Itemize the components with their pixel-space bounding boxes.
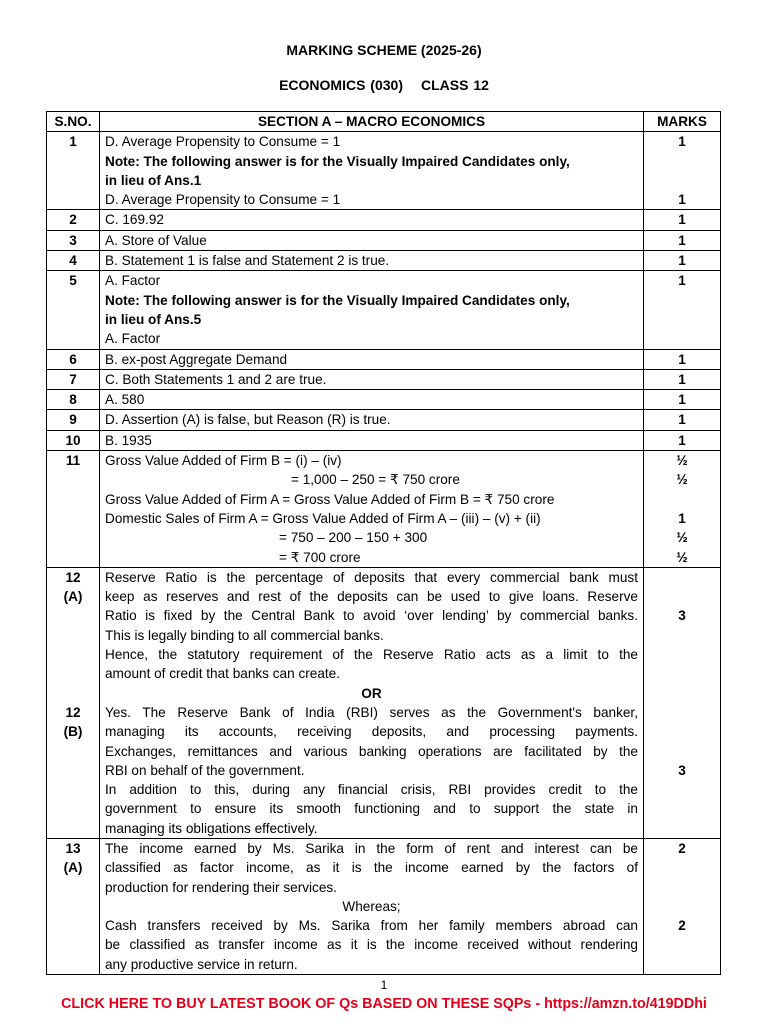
mark: ½	[676, 530, 688, 546]
note-line: Note: The following answer is for the Visually Impaired Candidates only,	[105, 292, 570, 308]
whereas-line: Whereas;	[342, 898, 401, 914]
answer-cell: D. Assertion (A) is false, but Reason (R) is true.	[100, 410, 644, 430]
table-row-8	[47, 390, 721, 410]
answer-line: Gross Value Added of Firm A = Gross Value Added of Firm B = ₹ 750 crore	[105, 491, 555, 507]
answer-line: managing its accounts, receiving deposits, and processing payments.	[105, 724, 638, 740]
sno-number: 12	[65, 569, 81, 585]
marks-cell: 1	[644, 271, 721, 349]
sno-cell: 7	[47, 369, 100, 389]
marks-cell: 1	[644, 430, 721, 450]
answer-line: classified as factor income, as it is the income earned by the factors of	[105, 860, 638, 876]
answer-line: any productive service in return.	[105, 956, 298, 972]
answer-cell: C. Both Statements 1 and 2 are true.	[100, 369, 644, 389]
table-row-12	[47, 567, 721, 838]
marks-cell	[644, 451, 721, 568]
answer-line: government to ensure its smooth functioning and to support the state in	[105, 801, 638, 817]
sno-cell: 5	[47, 271, 100, 349]
sno-cell	[47, 838, 100, 974]
answer-line: = 750 – 200 – 150 + 300	[279, 530, 428, 546]
answer-line: Cash transfers received by Ms. Sarika from her family members abroad can	[105, 918, 638, 934]
answer-line: In addition to this, during any financial crisis, RBI provides credit to the	[105, 782, 638, 798]
note-line: Note: The following answer is for the Visually Impaired Candidates only,	[105, 153, 570, 169]
page-number: 1	[380, 978, 388, 992]
answer-cell: B. ex-post Aggregate Demand	[100, 349, 644, 369]
sno-cell	[47, 567, 100, 838]
marks-cell	[644, 132, 721, 210]
marks-cell: 1	[644, 390, 721, 410]
sno-cell: 4	[47, 251, 100, 271]
marks-cell: 1	[644, 210, 721, 230]
answer-cell	[100, 132, 644, 210]
answer-line: Ratio is fixed by the Central Bank to avoid ‘over lending’ by commercial banks.	[105, 608, 638, 624]
table-row-2	[47, 210, 721, 230]
answer-line: The income earned by Ms. Sarika in the form of rent and interest can be	[105, 840, 638, 856]
marks-cell: 1	[644, 251, 721, 271]
answer-line: Hence, the statutory requirement of the Reserve Ratio acts as a limit to the	[105, 647, 638, 663]
answer-line: Domestic Sales of Firm A = Gross Value Added of Firm A – (iii) – (v) + (ii)	[105, 510, 541, 526]
sno-label: (A)	[63, 860, 83, 876]
table-row-1	[47, 132, 721, 210]
answer-cell: A. Store of Value	[100, 230, 644, 250]
marks-cell	[644, 567, 721, 838]
answer-cell	[100, 567, 644, 838]
marks-cell: 1	[644, 369, 721, 389]
document-subtitle	[0, 77, 768, 93]
answer-cell: A. 580	[100, 390, 644, 410]
answer-line: be classified as transfer income as it is the income received without rendering	[105, 937, 638, 953]
sno-label: (A)	[63, 589, 83, 605]
answer-line: amount of credit that banks can create.	[105, 666, 341, 682]
answer-line: = ₹ 700 crore	[279, 549, 361, 565]
promo-link[interactable]: CLICK HERE TO BUY LATEST BOOK OF Qs BASED ON THESE SQPs - https://amzn.to/419DDhi	[61, 996, 707, 1012]
header-section: SECTION A – MACRO ECONOMICS	[100, 112, 644, 132]
or-separator: OR	[361, 685, 382, 701]
document-title: MARKING SCHEME (2025-26)	[286, 42, 482, 58]
marking-scheme-table	[46, 111, 721, 975]
answer-line: D. Average Propensity to Consume = 1	[105, 134, 341, 150]
answer-line: = 1,000 – 250 = ₹ 750 crore	[291, 472, 460, 488]
mark: 1	[678, 192, 686, 208]
answer-line: This is legally binding to all commercial banks.	[105, 627, 384, 643]
answer-cell: C. 169.92	[100, 210, 644, 230]
answer-line: A. Factor	[105, 273, 161, 289]
mark: 3	[678, 608, 686, 624]
sno-cell: 8	[47, 390, 100, 410]
sno-label: (B)	[63, 724, 83, 740]
marks-cell	[644, 838, 721, 974]
mark: 1	[678, 510, 686, 526]
class-label: CLASS 12	[421, 77, 489, 93]
mark: ½	[676, 472, 688, 488]
answer-line: Gross Value Added of Firm B = (i) – (iv)	[105, 453, 342, 469]
answer-line: Exchanges, remittances and various banking operations are facilitated by the	[105, 743, 638, 759]
marks-cell: 1	[644, 410, 721, 430]
sno-number: 12	[65, 704, 81, 720]
answer-line: production for rendering their services.	[105, 879, 337, 895]
mark: 2	[678, 840, 686, 856]
mark: 1	[678, 134, 686, 150]
answer-cell	[100, 271, 644, 349]
mark: ½	[676, 453, 688, 469]
mark: ½	[676, 549, 688, 565]
table-header-row	[47, 112, 721, 132]
table-row-13	[47, 838, 721, 974]
sno-cell: 9	[47, 410, 100, 430]
subject-label: ECONOMICS (030)	[279, 77, 403, 93]
answer-line: Reserve Ratio is the percentage of deposits that every commercial bank must	[105, 569, 638, 585]
sno-cell: 3	[47, 230, 100, 250]
answer-line: RBI on behalf of the government.	[105, 762, 305, 778]
header-marks: MARKS	[644, 112, 721, 132]
answer-line: D. Average Propensity to Consume = 1	[105, 192, 341, 208]
answer-cell: B. 1935	[100, 430, 644, 450]
answer-line: managing its obligations effectively.	[105, 820, 318, 836]
table-row-4	[47, 251, 721, 271]
table-row-9	[47, 410, 721, 430]
table-row-11	[47, 451, 721, 568]
sno-cell: 6	[47, 349, 100, 369]
table-row-6	[47, 349, 721, 369]
answer-cell	[100, 451, 644, 568]
sno-cell: 10	[47, 430, 100, 450]
answer-cell	[100, 838, 644, 974]
table-row-5	[47, 271, 721, 349]
mark: 2	[678, 918, 686, 934]
marks-cell: 1	[644, 349, 721, 369]
mark: 3	[678, 762, 686, 778]
header-sno: S.NO.	[47, 112, 100, 132]
table-row-3	[47, 230, 721, 250]
sno-number: 13	[65, 840, 81, 856]
sno-cell: 1	[47, 132, 100, 210]
sno-cell: 11	[47, 451, 100, 568]
answer-line: Yes. The Reserve Bank of India (RBI) serves as the Government's banker,	[105, 704, 638, 720]
note-line: in lieu of Ans.1	[105, 172, 202, 188]
sno-cell: 2	[47, 210, 100, 230]
table-row-10	[47, 430, 721, 450]
table-row-7	[47, 369, 721, 389]
marks-cell: 1	[644, 230, 721, 250]
answer-cell: B. Statement 1 is false and Statement 2 is true.	[100, 251, 644, 271]
answer-line: A. Factor	[105, 331, 161, 347]
answer-line: keep as reserves and rest of the deposits can be used to give loans. Reserve	[105, 589, 638, 605]
note-line: in lieu of Ans.5	[105, 311, 202, 327]
